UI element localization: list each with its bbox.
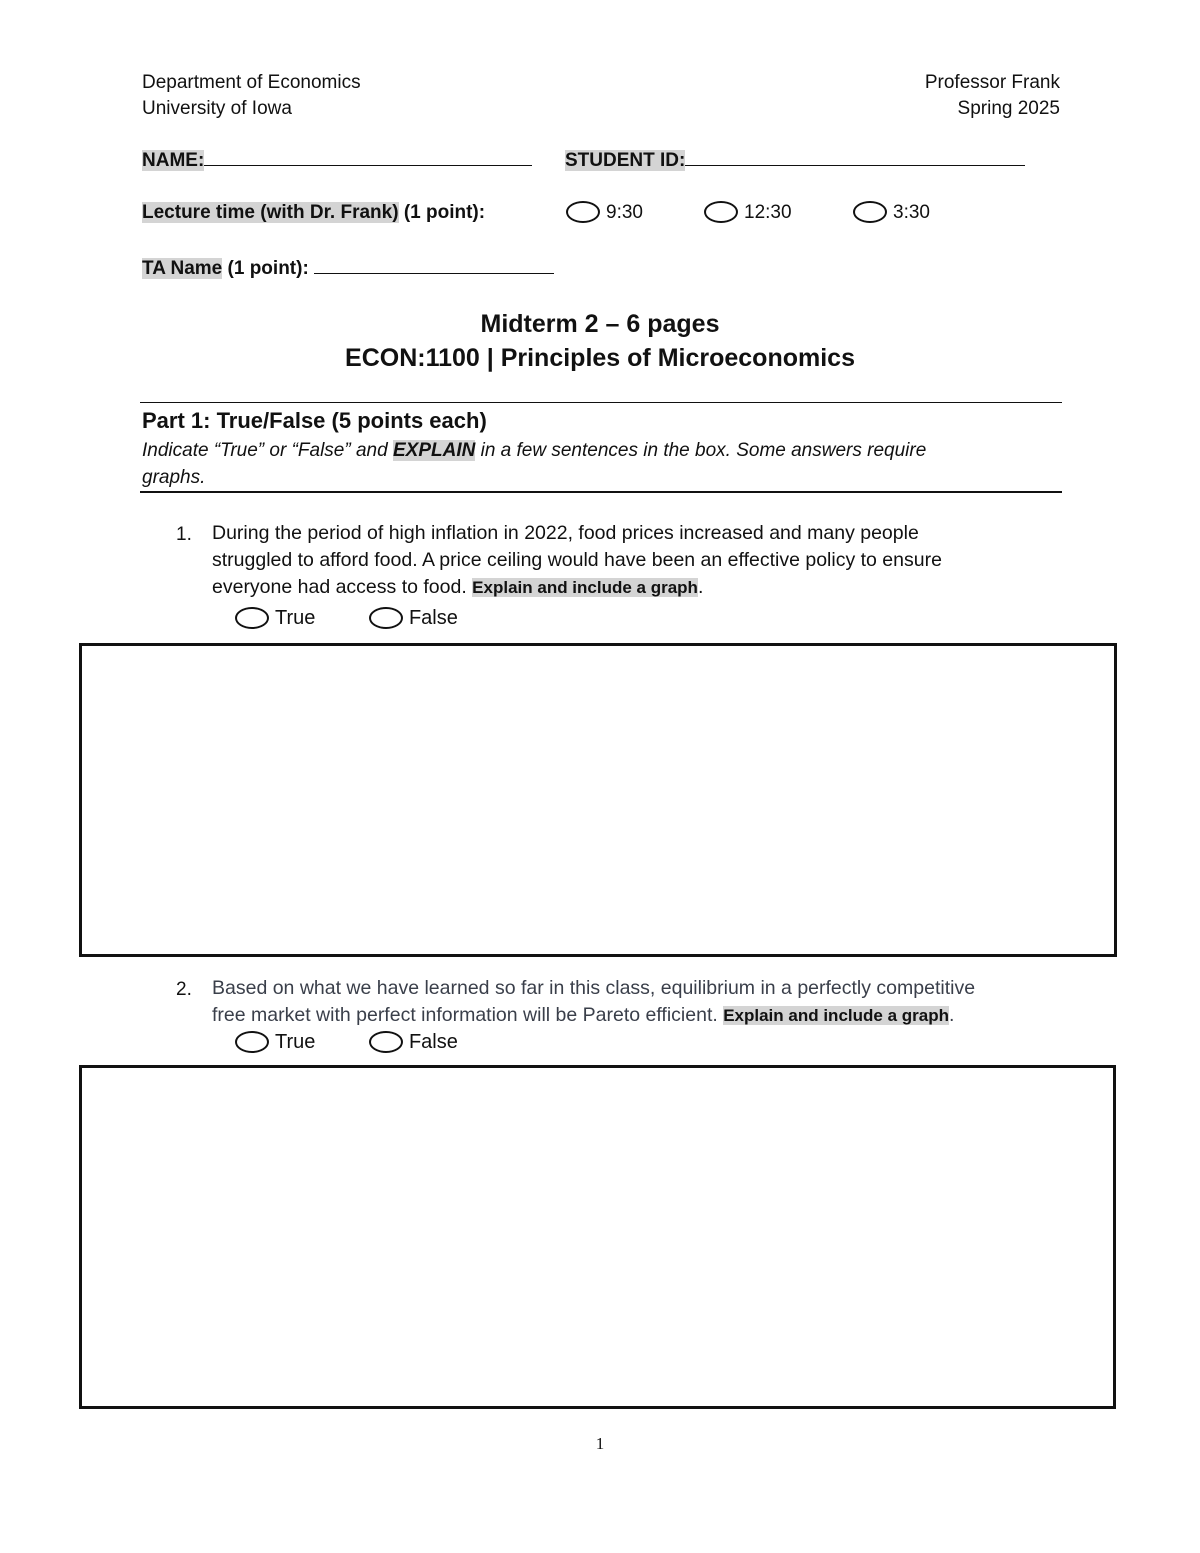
lecture-option-label: 12:30 (744, 202, 792, 223)
question-line: During the period of high inflation in 2022, food prices increased and many people (212, 522, 919, 544)
lecture-time-row (142, 200, 485, 226)
question-kicker: Explain and include a graph (723, 1006, 949, 1025)
instructions-text: in a few sentences in the box. Some answers require (475, 440, 927, 461)
lecture-option-2[interactable] (704, 200, 792, 226)
name-label: NAME: (142, 150, 205, 171)
name-field[interactable] (204, 146, 532, 166)
lecture-option-1[interactable] (566, 200, 643, 226)
instructions-text: Indicate “True” or “False” and (142, 440, 393, 461)
student-id-label: STUDENT ID: (565, 150, 686, 171)
instructions-text: graphs. (142, 467, 206, 488)
question-number: 1. (176, 524, 192, 545)
option-label: True (275, 607, 316, 629)
option-label: False (408, 1031, 458, 1053)
header-left (142, 70, 361, 122)
question-2-text (212, 975, 1092, 1029)
part1-heading: Part 1: True/False (5 points each) (142, 408, 487, 433)
header-right (760, 70, 1060, 122)
radio-bubble-icon[interactable] (235, 1031, 269, 1053)
question-kicker: Explain and include a graph (472, 578, 698, 597)
option-true[interactable] (235, 1029, 315, 1055)
question-suffix: . (697, 576, 704, 598)
course-title: ECON:1100 | Principles of Microeconomics (345, 344, 855, 372)
term-text: Spring 2025 (957, 98, 1060, 119)
answer-box-1[interactable] (79, 643, 1117, 957)
question-2-options (235, 1029, 506, 1055)
option-label: False (408, 607, 458, 629)
ta-name-field[interactable] (314, 254, 554, 274)
name-row (142, 146, 532, 174)
department-text: Department of Economics (142, 72, 361, 93)
lecture-option-label: 3:30 (893, 202, 930, 223)
lecture-option-3[interactable] (853, 200, 930, 226)
question-line: struggled to afford food. A price ceiling would have been an effective policy to ensure (212, 549, 942, 571)
lecture-label: Lecture time (with Dr. Frank) (142, 202, 399, 223)
option-false[interactable] (369, 1029, 458, 1055)
lecture-points: (1 point): (398, 202, 486, 223)
divider-bottom (140, 491, 1062, 493)
question-line: Based on what we have learned so far in this class, equilibrium in a perfectly competitive (212, 977, 976, 999)
student-id-field[interactable] (685, 146, 1025, 166)
divider-top (140, 402, 1062, 403)
instructions-emphasis: EXPLAIN (392, 440, 476, 461)
page-number: 1 (595, 1434, 605, 1453)
part1-instructions (142, 437, 1062, 491)
question-1-options (235, 605, 506, 631)
ta-label: TA Name (142, 258, 223, 279)
radio-bubble-icon[interactable] (369, 607, 403, 629)
ta-row (142, 254, 554, 282)
option-false[interactable] (369, 605, 458, 631)
question-text: free market with perfect information will be Pareto efficient. (212, 1004, 724, 1026)
student-id-row (565, 146, 1025, 174)
lecture-option-label: 9:30 (606, 202, 643, 223)
question-1-text (212, 520, 1072, 601)
radio-bubble-icon[interactable] (853, 201, 887, 223)
exam-title: Midterm 2 – 6 pages (480, 310, 720, 338)
option-true[interactable] (235, 605, 315, 631)
professor-text: Professor Frank (924, 72, 1060, 93)
radio-bubble-icon[interactable] (369, 1031, 403, 1053)
radio-bubble-icon[interactable] (235, 607, 269, 629)
question-number: 2. (176, 979, 192, 1000)
question-line (212, 574, 1072, 601)
ta-points: (1 point): (222, 258, 315, 279)
question-suffix: . (948, 1004, 955, 1026)
answer-box-2[interactable] (79, 1065, 1116, 1409)
university-text: University of Iowa (142, 98, 292, 119)
option-label: True (275, 1031, 316, 1053)
radio-bubble-icon[interactable] (704, 201, 738, 223)
question-text: everyone had access to food. (212, 576, 473, 598)
radio-bubble-icon[interactable] (566, 201, 600, 223)
question-line (212, 1002, 1092, 1029)
